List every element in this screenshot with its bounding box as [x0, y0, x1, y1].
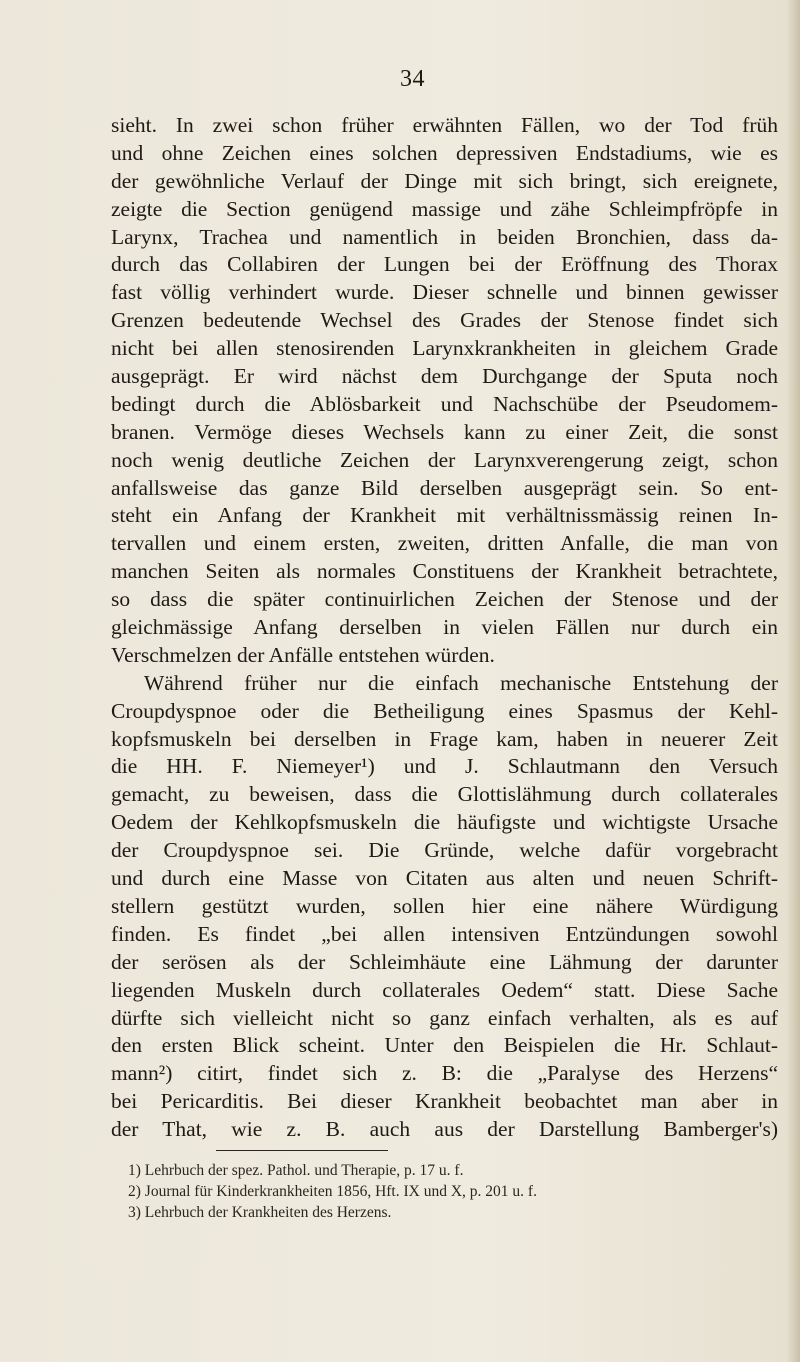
text-line: nicht bei allen stenosirenden Larynxkrankheiten in gleichem Grade: [111, 336, 778, 361]
text-line: dürfte sich vielleicht nicht so ganz einfach verhalten, als es auf: [111, 1005, 778, 1030]
text-line: bedingt durch die Ablösbarkeit und Nachschübe der Pseudomem-: [111, 391, 778, 416]
text-line: Verschmelzen der Anfälle entstehen würden.: [111, 642, 495, 667]
text-line: liegenden Muskeln durch collaterales Oedem“ statt. Diese Sache: [111, 977, 778, 1002]
footnote-divider: [216, 1150, 388, 1151]
text-line: der Croupdyspnoe sei. Die Gründe, welche dafür vorgebracht: [111, 838, 778, 863]
page-number: 34: [400, 66, 425, 92]
text-line: durch das Collabiren der Lungen bei der Eröffnung des Thorax: [111, 252, 778, 277]
text-line: Larynx, Trachea und namentlich in beiden Bronchien, dass da-: [111, 224, 778, 249]
footnote: 3) Lehrbuch der Krankheiten des Herzens.: [128, 1204, 392, 1221]
text-line: und durch eine Masse von Citaten aus alten und neuen Schrift-: [111, 866, 778, 891]
text-line: der gewöhnliche Verlauf der Dinge mit sich bringt, sich ereignete,: [111, 168, 778, 193]
text-line: gleichmässige Anfang derselben in vielen Fällen nur durch ein: [111, 615, 778, 640]
text-line: gemacht, zu beweisen, dass die Glottislähmung durch collaterales: [111, 782, 778, 807]
text-line: sieht. In zwei schon früher erwähnten Fällen, wo der Tod früh: [111, 113, 778, 137]
text-line: noch wenig deutliche Zeichen der Larynxverengerung zeigt, schon: [111, 447, 778, 472]
text-line: kopfsmuskeln bei derselben in Frage kam, haben in neuerer Zeit: [111, 726, 778, 751]
footnotes: [128, 1160, 768, 1223]
text-line: steht ein Anfang der Krankheit mit verhältnissmässig reinen In-: [111, 503, 778, 528]
text-line: tervallen und einem ersten, zweiten, dritten Anfalle, die man von: [111, 531, 778, 556]
page-edge-shadow: [786, 0, 800, 1362]
text-line: mann²) citirt, findet sich z. B: die „Paralyse des Herzens“: [111, 1061, 778, 1086]
text-line: Croupdyspnoe oder die Betheiligung eines Spasmus der Kehl-: [111, 698, 778, 723]
body-text: [111, 112, 778, 1144]
text-line: fast völlig verhindert wurde. Dieser schnelle und binnen gewisser: [111, 280, 778, 305]
text-line: anfallsweise das ganze Bild derselben ausgeprägt sein. So ent-: [111, 475, 778, 500]
text-line: Grenzen bedeutende Wechsel des Grades der Stenose findet sich: [111, 308, 778, 333]
text-line: der That, wie z. B. auch aus der Darstellung Bamberger's): [111, 1117, 778, 1142]
text-line: so dass die später continuirlichen Zeichen der Stenose und der: [111, 587, 778, 612]
text-line: manchen Seiten als normales Constituens der Krankheit betrachtete,: [111, 559, 778, 584]
text-line: der serösen als der Schleimhäute eine Lähmung der darunter: [111, 949, 778, 974]
text-line: Während früher nur die einfach mechanische Entstehung der: [144, 670, 778, 695]
text-line: branen. Vermöge dieses Wechsels kann zu einer Zeit, die sonst: [111, 419, 778, 444]
text-line: und ohne Zeichen eines solchen depressiven Endstadiums, wie es: [111, 140, 778, 165]
text-line: stellern gestützt wurden, sollen hier eine nähere Würdigung: [111, 893, 778, 918]
text-line: zeigte die Section genügend massige und zähe Schleimpfröpfe in: [111, 196, 778, 221]
text-line: bei Pericarditis. Bei dieser Krankheit beobachtet man aber in: [111, 1089, 778, 1114]
text-line: den ersten Blick scheint. Unter den Beispielen die Hr. Schlaut-: [111, 1033, 778, 1058]
text-line: die HH. F. Niemeyer¹) und J. Schlautmann den Versuch: [111, 754, 778, 779]
text-line: finden. Es findet „bei allen intensiven Entzündungen sowohl: [111, 921, 778, 946]
text-line: ausgeprägt. Er wird nächst dem Durchgange der Sputa noch: [111, 364, 778, 389]
footnote: 2) Journal für Kinderkrankheiten 1856, Hft. IX und X, p. 201 u. f.: [128, 1183, 537, 1200]
text-line: Oedem der Kehlkopfsmuskeln die häufigste und wichtigste Ursache: [111, 810, 778, 835]
footnote: 1) Lehrbuch der spez. Pathol. und Therapie, p. 17 u. f.: [128, 1162, 464, 1179]
